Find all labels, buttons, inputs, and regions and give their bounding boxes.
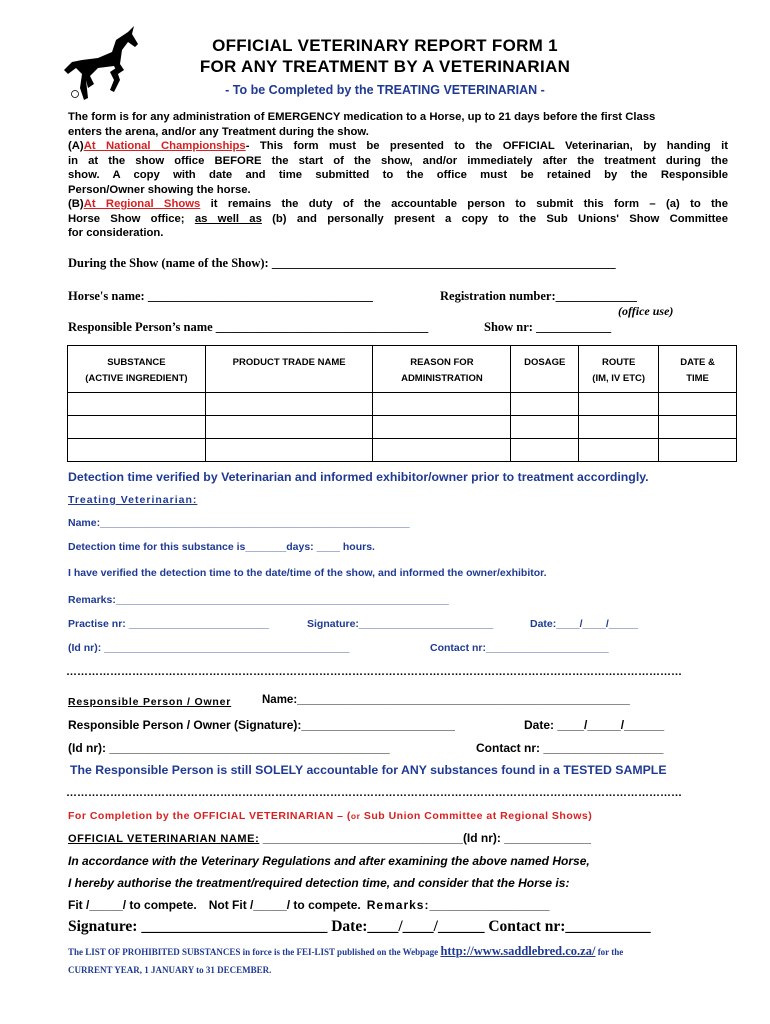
saddlebred-website-link[interactable]: http://www.saddlebred.co.za/ xyxy=(440,944,596,958)
official-vet-name-field[interactable]: ______________________________(Id nr): _____________ xyxy=(259,831,592,845)
header-reason: REASON FOR ADMINISTRATION xyxy=(373,346,511,393)
detection-verified-statement: Detection time verified by Veterinarian and informed exhibitor/owner prior to treatment accordingly. xyxy=(68,470,649,484)
registration-number-field[interactable]: Registration number:_____________ xyxy=(440,289,637,303)
footer-line1: The LIST OF PROHIBITED SUBSTANCES in force is the FEI-LIST published on the Webpage http://www.saddlebred.co.za/ for the xyxy=(68,944,624,958)
official-signature-line[interactable]: Signature: ________________________ Date:____/____/______ Contact nr:___________ xyxy=(68,918,651,935)
vet-date-field[interactable]: Date:____/____/_____ xyxy=(530,618,639,630)
vet-contact-number-field[interactable]: Contact nr:_____________________ xyxy=(430,642,609,654)
owner-date-field[interactable]: Date: ____/_____/______ xyxy=(524,718,665,732)
detection-time-field[interactable]: Detection time for this substance is_______days: ____ hours. xyxy=(68,541,375,553)
owner-name-field[interactable]: Name:____________________________________________________ xyxy=(262,694,630,706)
header-product-trade-name: PRODUCT TRADE NAME xyxy=(205,346,373,393)
official-remarks-field[interactable]: __________________ xyxy=(429,898,550,912)
table-row[interactable] xyxy=(68,416,737,439)
official-remarks-label: Remarks: xyxy=(366,898,430,912)
official-vet-name-row xyxy=(68,831,591,845)
intro-line: show. A copy with date and time submitted to the office must be retained by the Responsible xyxy=(68,169,728,181)
intro-paragraph xyxy=(68,110,728,241)
treatment-table xyxy=(67,345,737,462)
official-completion-heading: For Completion by the OFFICIAL VETERINARIAN – (or Sub Union Committee at Regional Shows) xyxy=(68,810,593,822)
official-vet-name-label: OFFICIAL VETERINARIAN NAME: xyxy=(68,833,260,845)
vet-signature-field[interactable]: Signature:_______________________ xyxy=(307,618,494,630)
owner-id-number-field[interactable]: (Id nr): __________________________________________ xyxy=(68,741,390,755)
owner-heading: Responsible Person / Owner xyxy=(68,696,232,708)
responsible-person-name-field[interactable]: Responsible Person’s name __________________________________ xyxy=(68,320,429,334)
fitness-row xyxy=(68,898,550,912)
show-name-field[interactable]: During the Show (name of the Show): _______________________________________________________ xyxy=(68,256,616,270)
vet-remarks-field[interactable]: Remarks:_________________________________________________________ xyxy=(68,594,449,606)
regional-shows-link: At Regional Shows xyxy=(83,198,201,210)
national-championships-link: At National Championships xyxy=(83,140,246,152)
office-use-note: (office use) xyxy=(618,304,674,318)
horse-name-field[interactable]: Horse's name: ____________________________________ xyxy=(68,289,373,303)
dotted-separator: …………………………………………………………………………………………………………………………………………………… xyxy=(66,666,682,678)
dotted-separator: …………………………………………………………………………………………………………………………………………………… xyxy=(66,787,682,799)
intro-a-line: (A)At National Championships- This form must be presented to the OFFICIAL Veterinarian, by handing it xyxy=(68,140,728,152)
vet-id-number-field[interactable]: (Id nr): __________________________________________ xyxy=(68,642,350,654)
intro-line: Person/Owner showing the horse. xyxy=(68,183,251,196)
header-dosage: DOSAGE xyxy=(511,346,579,393)
practise-number-field[interactable]: Practise nr: ________________________ xyxy=(68,618,269,630)
intro-line: for consideration. xyxy=(68,227,164,239)
table-header-row xyxy=(68,346,737,393)
fit-field[interactable]: Fit /_____/ to compete. xyxy=(68,898,197,912)
accountability-statement: The Responsible Person is still SOLELY accountable for ANY substances found in a TESTED SAMPLE xyxy=(70,763,667,777)
owner-contact-number-field[interactable]: Contact nr: __________________ xyxy=(476,741,664,755)
intro-line: in at the show office BEFORE the start of the show, and/or immediately after the treatment during the xyxy=(68,154,728,167)
accordance-line1: In accordance with the Veterinary Regulations and after examining the above named Horse, xyxy=(68,854,590,868)
intro-line: enters the arena, and/or any Treatment during the show. xyxy=(68,125,369,138)
form-subtitle: - To be Completed by the TREATING VETERINARIAN - xyxy=(225,83,545,97)
vet-name-field[interactable]: Name:_____________________________________________________ xyxy=(68,517,410,529)
table-row[interactable] xyxy=(68,393,737,416)
form-title-line1: OFFICIAL VETERINARY REPORT FORM 1 xyxy=(212,36,558,55)
intro-line: Horse Show office; as well as (b) and personally present a copy to the Sub Unions' Show Committee xyxy=(68,212,728,225)
accordance-line2: I hereby authorise the treatment/required detection time, and consider that the Horse is: xyxy=(68,876,570,890)
show-number-field[interactable]: Show nr: ____________ xyxy=(484,320,612,334)
intro-b-line: (B)At Regional Shows it remains the duty of the accountable person to submit this form – (a) to the xyxy=(68,198,728,210)
not-fit-field[interactable]: Not Fit /_____/ to compete. xyxy=(208,898,361,912)
treating-vet-heading: Treating Veterinarian: xyxy=(68,494,198,506)
header-date-time: DATE & TIME xyxy=(659,346,737,393)
intro-line: The form is for any administration of EMERGENCY medication to a Horse, up to 21 days before the first Class xyxy=(68,111,656,123)
verified-statement: I have verified the detection time to the date/time of the show, and informed the owner/exhibitor. xyxy=(68,567,547,579)
table-row[interactable] xyxy=(68,439,737,462)
footer-line2: CURRENT YEAR, 1 JANUARY to 31 DECEMBER. xyxy=(68,965,272,975)
header-route: ROUTE (IM, IV ETC) xyxy=(579,346,659,393)
form-title-line2: FOR ANY TREATMENT BY A VETERINARIAN xyxy=(199,57,571,76)
owner-signature-field[interactable]: Responsible Person / Owner (Signature):_______________________ xyxy=(68,718,455,732)
header-substance: SUBSTANCE (ACTIVE INGREDIENT) xyxy=(68,346,206,393)
